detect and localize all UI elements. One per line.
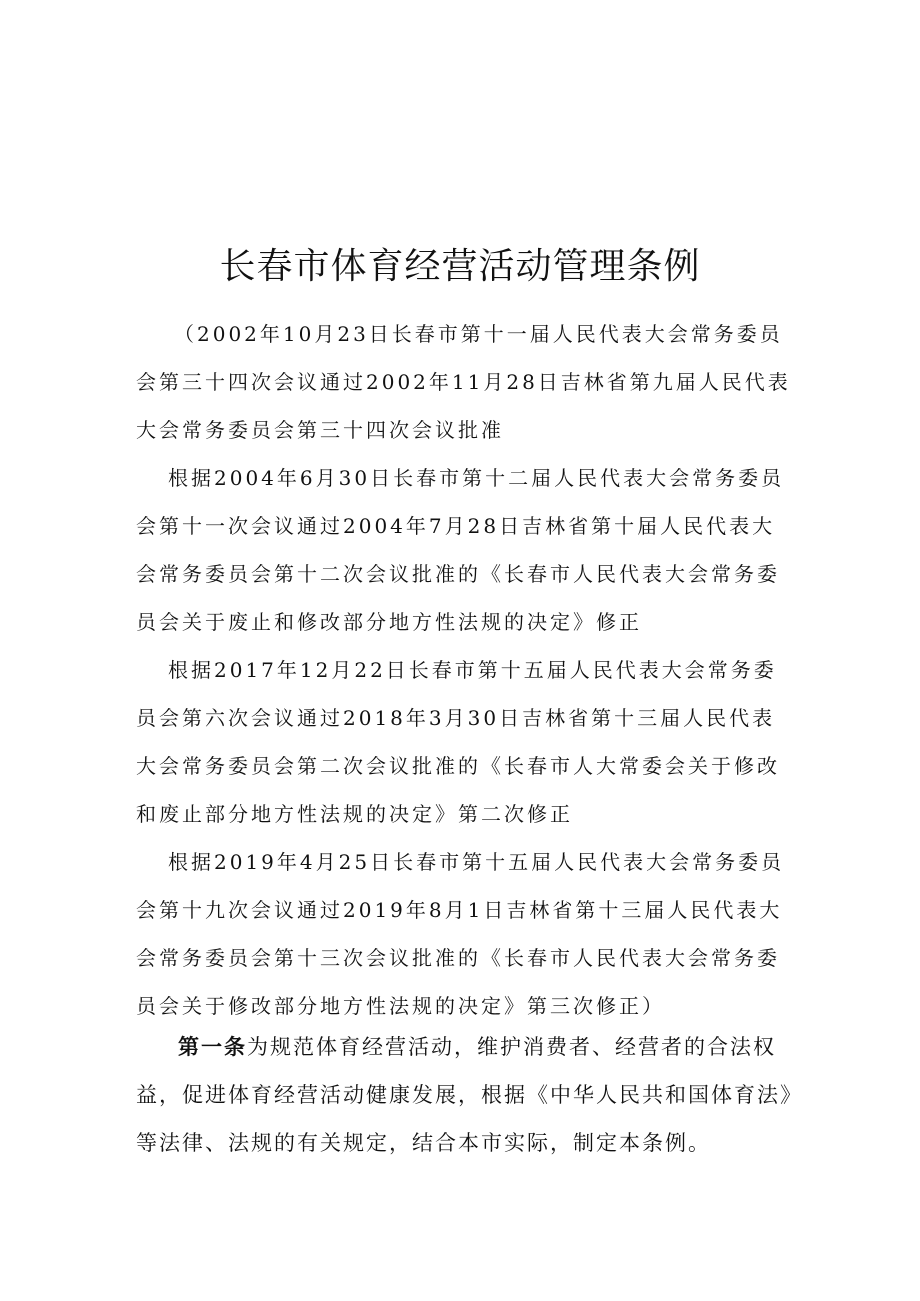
article-1-label: 第一条 — [178, 1035, 247, 1059]
article-1-text: 为规范体育经营活动，维护消费者、经营者的合法权益，促进体育经营活动健康发展，根据《中华人民共和国体育法》等法律、法规的有关规定，结合本市实际，制定本条例。 — [136, 1035, 803, 1155]
history-paragraph-1: （2002年10月23日长春市第十一届人民代表大会常务委员会第三十四次会议通过2002年11月28日吉林省第九届人民代表大会常务委员会第三十四次会议批准 — [136, 322, 791, 442]
article-1 — [136, 1023, 816, 1167]
history-paragraph-2: 根据2004年6月30日长春市第十二届人民代表大会常务委员会第十一次会议通过2004年7月28日吉林省第十届人民代表大会常务委员会第十二次会议批准的《长春市人民代表大会常务委员会关于废止和修改部分地方性法规的决定》修正 — [136, 466, 785, 634]
document-title: 长春市体育经营活动管理条例 — [219, 246, 701, 288]
amendment-history — [136, 310, 796, 1030]
history-paragraph-4: 根据2019年4月25日长春市第十五届人民代表大会常务委员会第十九次会议通过2019年8月1日吉林省第十三届人民代表大会常务委员会第十三次会议批准的《长春市人民代表大会常务委员会关于修改部分地方性法规的决定》第三次修正） — [136, 850, 785, 1018]
history-paragraph-3: 根据2017年12月22日长春市第十五届人民代表大会常务委员会第六次会议通过2018年3月30日吉林省第十三届人民代表大会常务委员会第二次会议批准的《长春市人大常委会关于修改和废止部分地方性法规的决定》第二次修正 — [136, 658, 780, 826]
article-1-paragraph — [136, 1023, 816, 1167]
